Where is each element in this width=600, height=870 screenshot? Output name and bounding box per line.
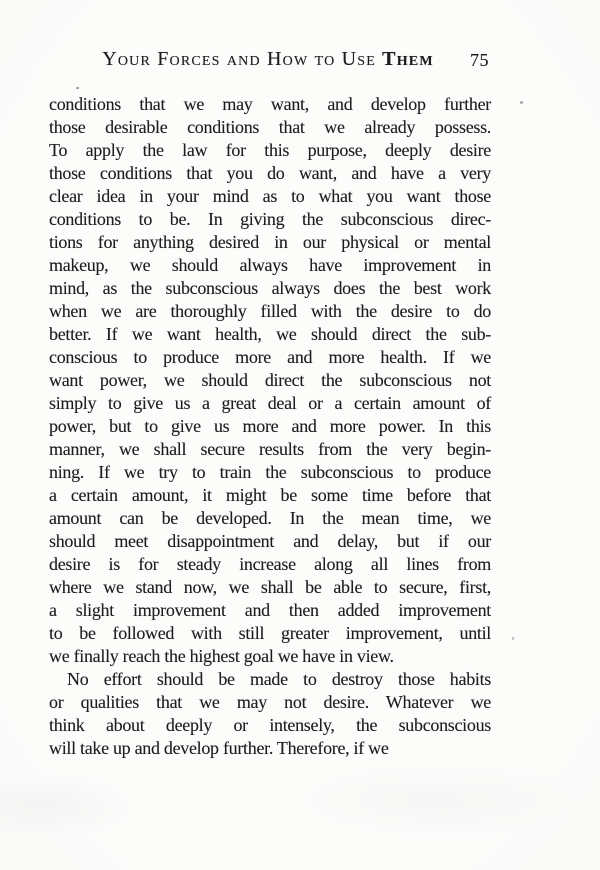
text-line: conditions that we may want, and develop further <box>49 94 491 114</box>
text-line: conditions to be. In giving the subconscious direc- <box>49 209 491 229</box>
text-line: To apply the law for this purpose, deeply desire <box>49 140 491 160</box>
text-line: or qualities that we may not desire. Whatever we <box>49 692 491 712</box>
text-line: simply to give us a great deal or a certain amount of <box>49 393 491 413</box>
text-line: to be followed with still greater improvement, until <box>49 623 491 643</box>
page-body <box>49 93 491 760</box>
text-line: will take up and develop further. Therefore, if we <box>49 738 389 758</box>
paragraph-1 <box>49 93 491 668</box>
text-line: better. If we want health, we should direct the sub- <box>49 324 491 344</box>
text-line: those conditions that you do want, and have a very <box>49 163 491 183</box>
running-head-title <box>47 48 489 71</box>
text-line: a certain amount, it might be some time before that <box>49 485 491 505</box>
scan-speck <box>76 87 79 89</box>
text-line: a slight improvement and then added improvement <box>49 600 491 620</box>
running-head-title-emphasis: Them <box>382 48 434 70</box>
text-line: when we are thoroughly filled with the desire to do <box>49 301 491 321</box>
text-line: clear idea in your mind as to what you want those <box>49 186 491 206</box>
text-line: think about deeply or intensely, the subconscious <box>49 715 491 735</box>
text-line: ning. If we try to train the subconscious to produce <box>49 462 491 482</box>
text-line: makeup, we should always have improvement in <box>49 255 491 275</box>
text-line: amount can be developed. In the mean time, we <box>49 508 491 528</box>
page-number: 75 <box>470 50 489 70</box>
scan-speck <box>512 637 514 640</box>
text-line: conscious to produce more and more health. If we <box>49 347 491 367</box>
text-line: we finally reach the highest goal we have in view. <box>49 646 394 666</box>
page-header <box>47 48 489 72</box>
scan-speck <box>520 101 523 104</box>
running-head-title-text: Your Forces and How to Use <box>102 48 383 70</box>
text-line: should meet disappointment and delay, but if our <box>49 531 491 551</box>
text-line: No effort should be made to destroy those habits <box>67 669 491 689</box>
text-line: want power, we should direct the subconscious not <box>49 370 491 390</box>
text-line: those desirable conditions that we already possess. <box>49 117 491 137</box>
text-line: power, but to give us more and more power. In this <box>49 416 491 436</box>
text-line: mind, as the subconscious always does the best work <box>49 278 491 298</box>
text-line: desire is for steady increase along all lines from <box>49 554 491 574</box>
text-line: manner, we shall secure results from the very begin- <box>49 439 491 459</box>
text-line: tions for anything desired in our physical or mental <box>49 232 491 252</box>
paragraph-2 <box>49 668 491 760</box>
text-line: where we stand now, we shall be able to secure, first, <box>49 577 491 597</box>
